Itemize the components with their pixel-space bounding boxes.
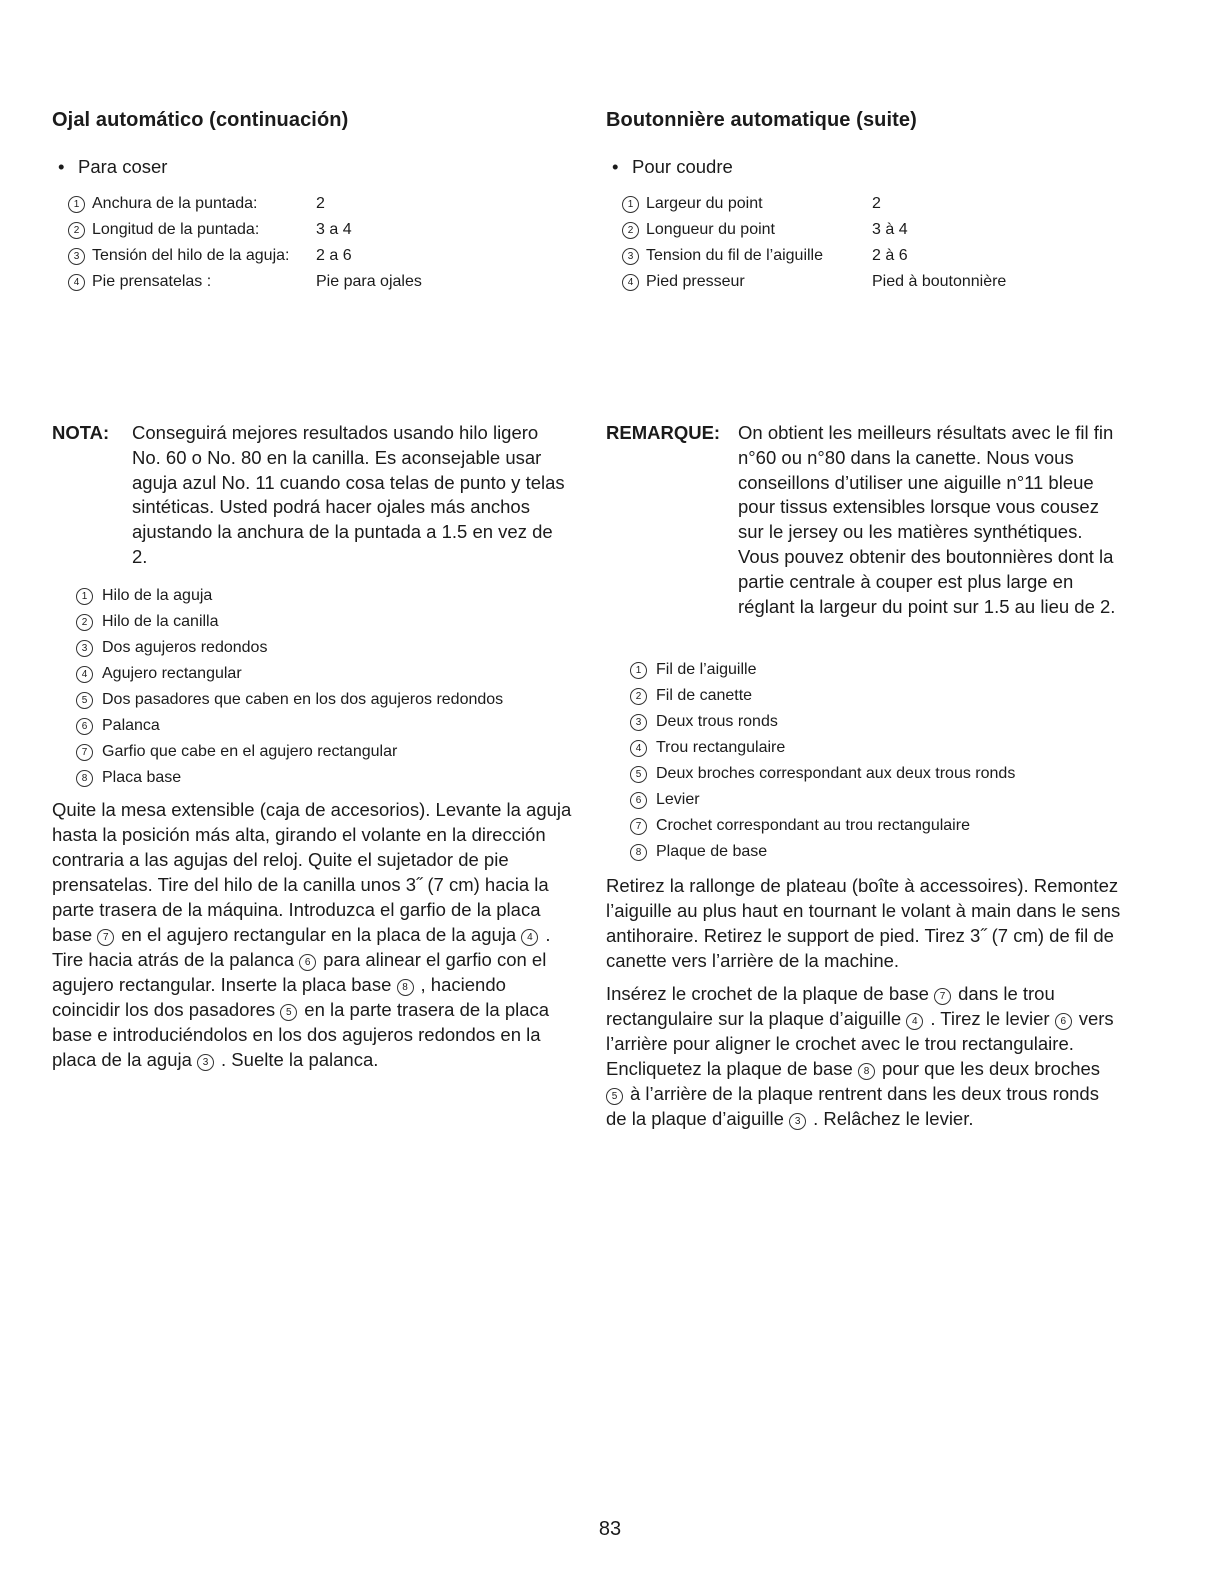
circled-number: 2: [76, 614, 93, 631]
french-settings-list: [622, 191, 1006, 295]
part-label: Plaque de base: [656, 843, 768, 860]
setting-value: 2: [316, 195, 325, 212]
part-label: Palanca: [102, 717, 160, 734]
circled-number: 8: [76, 770, 93, 787]
setting-value: 2: [872, 195, 881, 212]
setting-value: Pied à boutonnière: [872, 273, 1007, 290]
circled-number: 5: [606, 1088, 623, 1105]
list-item: [630, 813, 1015, 839]
circled-number: 5: [76, 692, 93, 709]
setting-label: Longueur du point: [646, 221, 775, 238]
circled-number: 3: [197, 1054, 214, 1071]
setting-label: Pied presseur: [646, 273, 745, 290]
settings-row: [68, 269, 422, 295]
part-label: Fil de l’aiguille: [656, 661, 757, 678]
list-item: [630, 735, 1015, 761]
paragraph-text: . Tire hacia atrás de la palanca: [52, 924, 551, 970]
circled-number: 4: [521, 929, 538, 946]
paragraph-text: à l’arrière de la plaque rentrent dans les deux trous ronds de la plaque d’aiguille: [606, 1083, 1099, 1129]
spanish-settings-list: [68, 191, 422, 295]
list-item: [76, 583, 503, 609]
paragraph-text: dans le trou rectangulaire sur la plaque d’aiguille: [606, 983, 1055, 1029]
french-instructions-2: [606, 981, 1121, 1131]
circled-number: 3: [68, 248, 85, 265]
setting-value: Pie para ojales: [316, 273, 422, 290]
list-item: [76, 635, 503, 661]
french-bullet: • Pour coudre: [612, 156, 733, 177]
note-text: On obtient les meilleurs résultats avec le fil fin n°60 ou n°80 dans la canette. Nous vous conseillons d’utiliser une aiguille n°11 bleue pour tissus extensibles lorsque vous cousez sur le jersey ou les matières synthétiques. Vous pouvez obtenir des boutonnières dont la partie centrale à couper est plus large en réglant la largeur du point sur 1.5 au lieu de 2.: [738, 422, 1116, 617]
part-label: Deux trous ronds: [656, 713, 778, 730]
list-item: [630, 657, 1015, 683]
circled-number: 4: [630, 740, 647, 757]
list-item: [76, 713, 503, 739]
list-item: [630, 709, 1015, 735]
spanish-section-title: Ojal automático (continuación): [52, 109, 349, 131]
settings-row: [68, 243, 422, 269]
circled-number: 6: [76, 718, 93, 735]
spanish-parts-list: [76, 583, 503, 791]
part-label: Agujero rectangular: [102, 665, 242, 682]
list-item: [76, 687, 503, 713]
paragraph-text: Quite la mesa extensible (caja de accesorios). Levante la aguja hasta la posición más alta, girando el volante en la dirección contraria a las agujas del reloj. Quite el sujetador de pie prensatelas. Tire del hilo de la canilla unos 3˝ (7 cm) hacia la parte trasera de la máquina. Introduzca el garfio de la placa base: [52, 799, 572, 945]
list-item: [630, 787, 1015, 813]
circled-number: 4: [622, 274, 639, 291]
circled-number: 6: [630, 792, 647, 809]
spanish-note: [52, 421, 572, 570]
settings-row: [622, 243, 1006, 269]
setting-label: Pie prensatelas :: [92, 273, 212, 290]
french-instructions-1: Retirez la rallonge de plateau (boîte à accessoires). Remontez l’aiguille au plus haut en tournant le volant à main dans le sens antihoraire. Retirez le support de pied. Tirez 3˝ (7 cm) de fil de canette vers l’arrière de la machine.: [606, 875, 1121, 971]
circled-number: 3: [630, 714, 647, 731]
part-label: Deux broches correspondant aux deux trous ronds: [656, 765, 1016, 782]
list-item: [630, 683, 1015, 709]
french-parts-list: [630, 657, 1015, 865]
note-heading: REMARQUE:: [606, 422, 721, 443]
part-label: Placa base: [102, 769, 182, 786]
circled-number: 1: [630, 662, 647, 679]
circled-number: 7: [76, 744, 93, 761]
part-label: Fil de canette: [656, 687, 753, 704]
circled-number: 6: [299, 954, 316, 971]
part-label: Garfio que cabe en el agujero rectangular: [102, 743, 398, 760]
settings-row: [622, 217, 1006, 243]
setting-value: 2 a 6: [316, 247, 352, 264]
french-note: [606, 421, 1128, 619]
circled-number: 7: [630, 818, 647, 835]
circled-number: 1: [76, 588, 93, 605]
circled-number: 4: [906, 1013, 923, 1030]
paragraph-text: . Suelte la palanca.: [221, 1049, 379, 1070]
settings-row: [68, 217, 422, 243]
paragraph-text: , haciendo coincidir los dos pasadores: [52, 974, 506, 1020]
paragraph-text: en el agujero rectangular en la placa de la aguja: [121, 924, 517, 945]
part-label: Trou rectangulaire: [656, 739, 786, 756]
part-label: Dos agujeros redondos: [102, 639, 268, 656]
paragraph-text: . Tirez le levier: [930, 1008, 1050, 1029]
list-item: [76, 609, 503, 635]
list-item: [76, 739, 503, 765]
french-bullet-text: Pour coudre: [632, 156, 733, 177]
list-item: [630, 761, 1015, 787]
circled-number: 7: [934, 988, 951, 1005]
setting-value: 3 à 4: [872, 221, 908, 238]
circled-number: 3: [76, 640, 93, 657]
part-label: Hilo de la aguja: [102, 587, 213, 604]
circled-number: 8: [397, 979, 414, 996]
paragraph-text: vers l’arrière pour aligner le crochet avec le trou rectangulaire. Encliquetez la plaque de base: [606, 1008, 1114, 1079]
settings-row: [68, 191, 422, 217]
paragraph-text: para alinear el garfio con el agujero rectangular. Inserte la placa base: [52, 949, 547, 995]
circled-number: 6: [1055, 1013, 1072, 1030]
part-label: Dos pasadores que caben en los dos agujeros redondos: [102, 691, 504, 708]
setting-value: 2 à 6: [872, 247, 908, 264]
setting-label: Longitud de la puntada:: [92, 221, 260, 238]
setting-value: 3 a 4: [316, 221, 352, 238]
circled-number: 3: [622, 248, 639, 265]
setting-label: Largeur du point: [646, 195, 763, 212]
part-label: Hilo de la canilla: [102, 613, 219, 630]
setting-label: Tensión del hilo de la aguja:: [92, 247, 290, 264]
paragraph-text: . Relâchez le levier.: [813, 1108, 974, 1129]
note-heading: NOTA:: [52, 422, 110, 443]
circled-number: 1: [68, 196, 85, 213]
spanish-bullet: • Para coser: [58, 156, 168, 177]
circled-number: 4: [76, 666, 93, 683]
list-item: [76, 765, 503, 791]
circled-number: 4: [68, 274, 85, 291]
circled-number: 5: [630, 766, 647, 783]
note-text: Conseguirá mejores resultados usando hilo ligero No. 60 o No. 80 en la canilla. Es aconsejable usar aguja azul No. 11 cuando cosa telas de punto y telas sintéticas. Usted podrá hacer ojales más anchos ajustando la anchura de la puntada a 1.5 en vez de 2.: [132, 422, 565, 567]
circled-number: 5: [280, 1004, 297, 1021]
circled-number: 2: [622, 222, 639, 239]
circled-number: 1: [622, 196, 639, 213]
part-label: Crochet correspondant au trou rectangulaire: [656, 817, 970, 834]
list-item: [76, 661, 503, 687]
setting-label: Anchura de la puntada:: [92, 195, 258, 212]
circled-number: 8: [858, 1063, 875, 1080]
circled-number: 8: [630, 844, 647, 861]
setting-label: Tension du fil de l’aiguille: [646, 247, 823, 264]
paragraph-text: pour que les deux broches: [882, 1058, 1101, 1079]
spanish-instructions: [52, 797, 577, 1072]
list-item: [630, 839, 1015, 865]
settings-row: [622, 191, 1006, 217]
circled-number: 7: [97, 929, 114, 946]
part-label: Levier: [656, 791, 700, 808]
circled-number: 3: [789, 1113, 806, 1130]
paragraph-text: en la parte trasera de la placa base e introduciéndolos en los dos agujeros redondos en la placa de la aguja: [52, 999, 550, 1070]
circled-number: 2: [68, 222, 85, 239]
paragraph-text: Insérez le crochet de la plaque de base: [606, 983, 929, 1004]
page-number: 83: [598, 1518, 622, 1540]
settings-row: [622, 269, 1006, 295]
spanish-bullet-text: Para coser: [78, 156, 168, 177]
circled-number: 2: [630, 688, 647, 705]
french-section-title: Boutonnière automatique (suite): [606, 109, 917, 131]
